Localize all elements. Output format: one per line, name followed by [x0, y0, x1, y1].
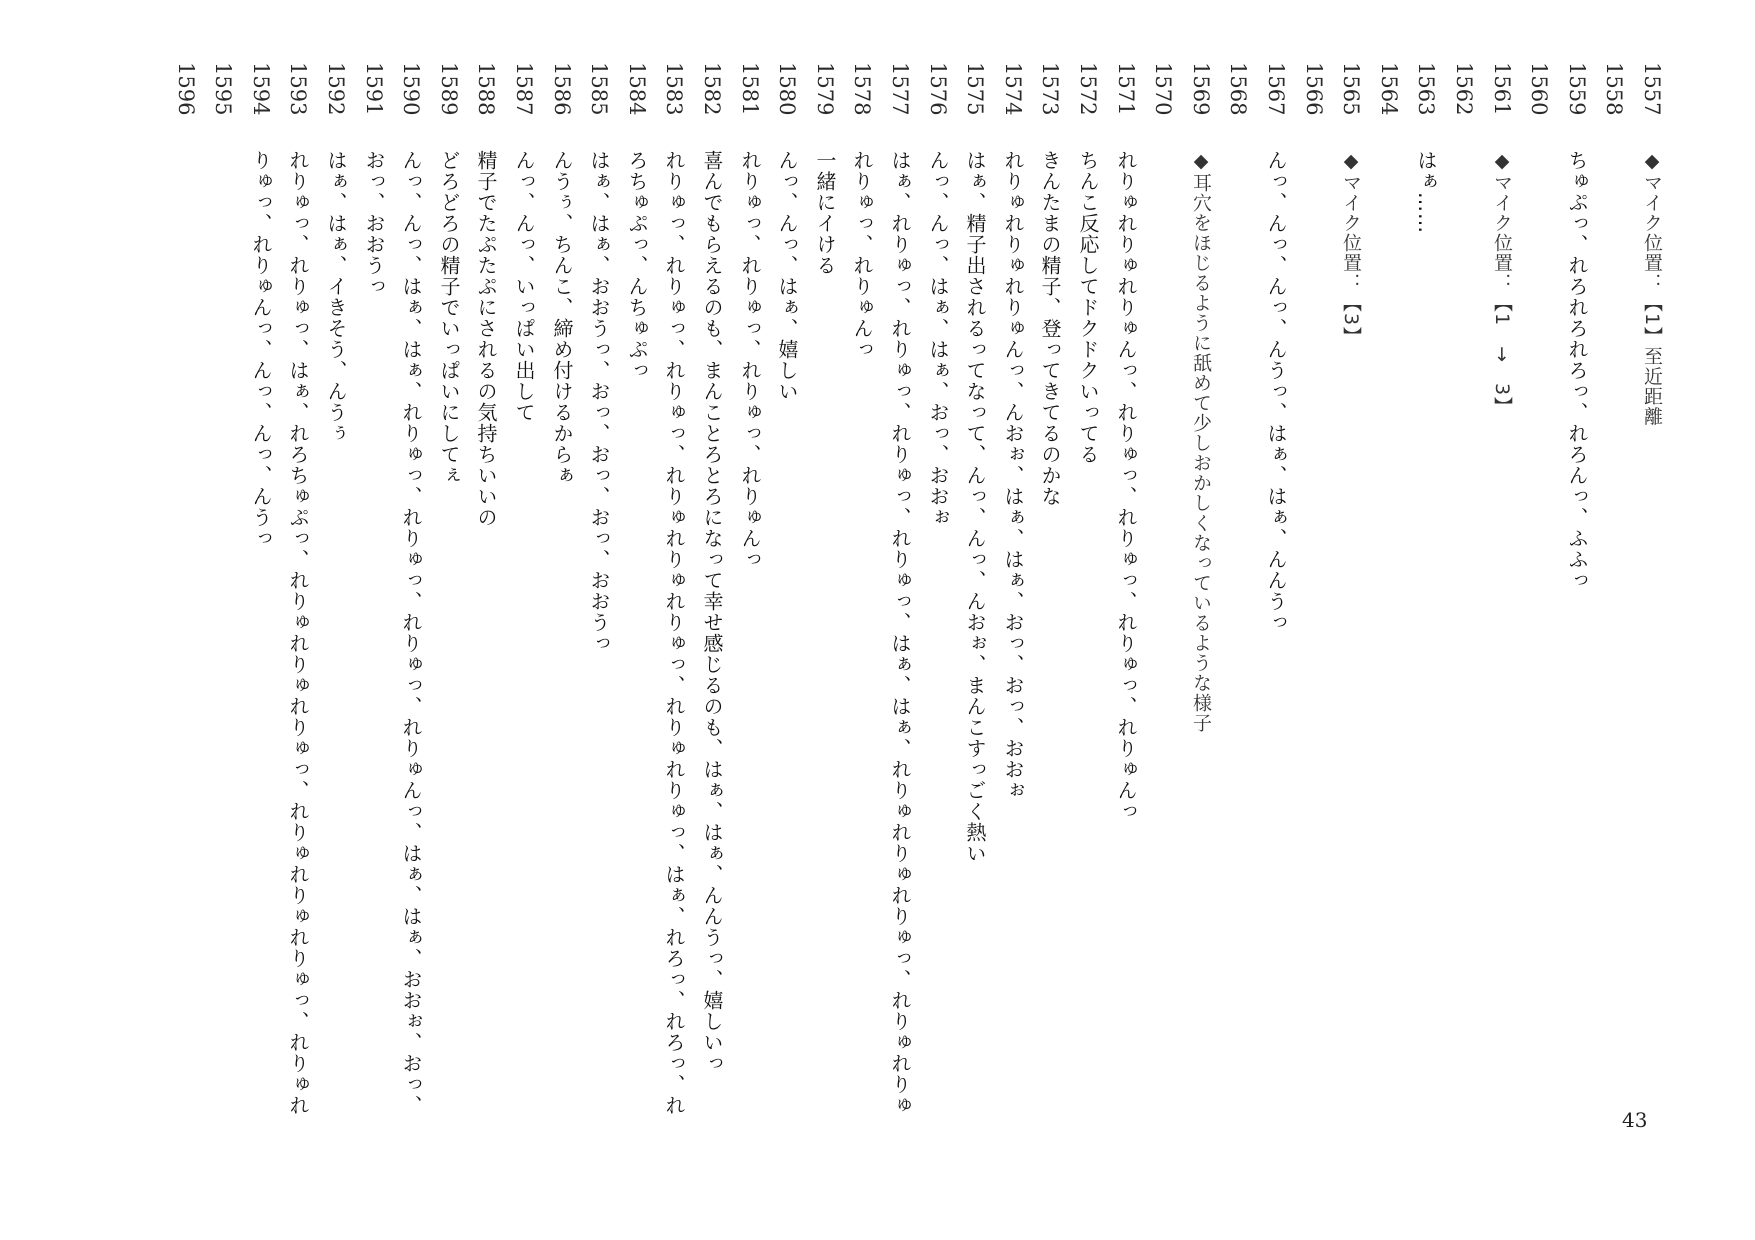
- script-line: [1559, 62, 1595, 1192]
- line-number: 1561: [1490, 62, 1514, 116]
- script-line: [1070, 62, 1106, 1192]
- line-number: 1564: [1377, 62, 1401, 116]
- script-line: [1634, 62, 1670, 1192]
- line-number: 1584: [625, 62, 649, 116]
- line-text: [205, 150, 241, 1190]
- line-text: ろちゅぷっ、んちゅぷっ: [625, 150, 649, 381]
- line-text: れりゅれりゅれりゅんっ、んおぉ、はぁ、はぁ、おっ、おっ、おおぉ: [1001, 150, 1025, 801]
- line-text: れりゅっ、れりゅっ、れりゅっ、れりゅれりゅれりゅっ、れりゅれりゅっ、はぁ、れろっ、れろっ、れ: [662, 150, 686, 1116]
- line-number: 1571: [1114, 62, 1138, 116]
- line-number: 1559: [1565, 62, 1589, 116]
- script-line: [1446, 62, 1482, 1192]
- line-text: 喜んでもらえるのも、まんことろとろになって幸せ感じるのも、はぁ、はぁ、んんうっ、嬉しいっ: [700, 150, 724, 1074]
- line-number: 1581: [738, 62, 762, 116]
- line-text: 一緒にイける: [813, 150, 837, 276]
- line-text: れりゅっ、れりゅっ、れりゅっ、れりゅんっ: [738, 150, 762, 570]
- script-line: [1484, 62, 1520, 1192]
- line-text: おっ、おおうっ: [362, 150, 386, 297]
- script-line: [581, 62, 617, 1192]
- line-text: はぁ、精子出されるってなって、んっ、んっ、んおぉ、まんこすっごく熱い: [963, 150, 987, 864]
- script-line: [318, 62, 354, 1192]
- line-number: 1590: [399, 62, 423, 116]
- mic-position-note: ◆耳穴をほじるように舐めて少しおかしくなっているような様子: [1190, 150, 1212, 733]
- line-number: 1588: [474, 62, 498, 116]
- line-text: 精子でたぷたぷにされるの気持ちいいの: [474, 150, 498, 528]
- script-line: [656, 62, 692, 1192]
- line-text: [1296, 150, 1332, 1190]
- line-text: きんたまの精子、登ってきてるのかな: [1038, 150, 1062, 507]
- script-line: [1032, 62, 1068, 1192]
- line-number: 1574: [1001, 62, 1025, 116]
- script-line: [1220, 62, 1256, 1192]
- line-text: どろどろの精子でいっぱいにしてぇ: [437, 150, 461, 486]
- script-line: [431, 62, 467, 1192]
- line-number: 1595: [211, 62, 235, 116]
- line-text: [1596, 150, 1632, 1190]
- script-line: [356, 62, 392, 1192]
- script-line: [1296, 62, 1332, 1192]
- line-number: 1563: [1414, 62, 1438, 116]
- page-number: 43: [1622, 1108, 1648, 1132]
- line-text: [1521, 150, 1557, 1190]
- line-text: はぁ……: [1414, 150, 1438, 234]
- script-line: [769, 62, 805, 1192]
- script-line: [882, 62, 918, 1192]
- line-number: 1560: [1527, 62, 1551, 116]
- line-number: 1572: [1076, 62, 1100, 116]
- line-text: [168, 150, 204, 1190]
- line-text: [1145, 150, 1181, 1190]
- line-number: 1579: [813, 62, 837, 116]
- script-line: [957, 62, 993, 1192]
- line-number: 1566: [1302, 62, 1326, 116]
- line-number: 1593: [286, 62, 310, 116]
- script-line: [205, 62, 241, 1192]
- script-line: [995, 62, 1031, 1192]
- line-number: 1569: [1189, 62, 1213, 116]
- line-number: 1594: [249, 62, 273, 116]
- line-text: れりゅっ、れりゅっ、はぁ、れろちゅぷっ、れりゅれりゅれりゅっ、れりゅれりゅれりゅっ、れりゅれ: [286, 150, 310, 1116]
- script-line: [544, 62, 580, 1192]
- line-number: 1592: [324, 62, 348, 116]
- line-text: はぁ、はぁ、イきそう、んうぅ: [324, 150, 348, 444]
- script-line: [1371, 62, 1407, 1192]
- line-number: 1557: [1640, 62, 1664, 116]
- line-text: ちゅぷっ、れろれろれろっ、れろんっ、ふふっ: [1565, 150, 1589, 591]
- script-line: [243, 62, 279, 1192]
- line-text: んうぅ、ちんこ、締め付けるからぁ: [550, 150, 574, 486]
- mic-position-note: ◆マイク位置：【1 → 3】: [1491, 150, 1513, 417]
- script-line: [1145, 62, 1181, 1192]
- line-text: ちんこ反応してドクドクいってる: [1076, 150, 1100, 465]
- line-text: んっ、んっ、はぁ、はぁ、れりゅっ、れりゅっ、れりゅっ、れりゅんっ、はぁ、はぁ、おおぉ、おっ、: [399, 150, 423, 1116]
- script-line: [1596, 62, 1632, 1192]
- line-number: 1562: [1452, 62, 1476, 116]
- line-number: 1586: [550, 62, 574, 116]
- script-line: [844, 62, 880, 1192]
- line-number: 1568: [1226, 62, 1250, 116]
- script-line: [807, 62, 843, 1192]
- line-number: 1589: [437, 62, 461, 116]
- script-line: [280, 62, 316, 1192]
- line-number: 1591: [362, 62, 386, 116]
- line-text: [1446, 150, 1482, 1190]
- line-text: [1220, 150, 1256, 1190]
- script-line: [1333, 62, 1369, 1192]
- line-text: んっ、んっ、んっ、んうっ、はぁ、はぁ、んんうっ: [1264, 150, 1288, 633]
- line-number: 1570: [1151, 62, 1175, 116]
- line-text: はぁ、はぁ、おおうっ、おっ、おっ、おっ、おおうっ: [587, 150, 611, 654]
- line-number: 1565: [1339, 62, 1363, 116]
- line-number: 1596: [174, 62, 198, 116]
- line-number: 1582: [700, 62, 724, 116]
- line-text: [1371, 150, 1407, 1190]
- line-text: んっ、んっ、はぁ、はぁ、おっ、おおぉ: [926, 150, 950, 528]
- line-number: 1567: [1264, 62, 1288, 116]
- mic-position-note: ◆マイク位置：【1】至近距離: [1641, 150, 1663, 427]
- line-number: 1587: [512, 62, 536, 116]
- script-line: [1183, 62, 1219, 1192]
- script-line: [1521, 62, 1557, 1192]
- script-line: [506, 62, 542, 1192]
- line-number: 1575: [963, 62, 987, 116]
- line-number: 1558: [1602, 62, 1626, 116]
- script-line: [1108, 62, 1144, 1192]
- line-text: んっ、んっ、はぁ、嬉しい: [775, 150, 799, 402]
- script-line: [694, 62, 730, 1192]
- line-number: 1583: [662, 62, 686, 116]
- line-number: 1580: [775, 62, 799, 116]
- line-text: りゅっ、れりゅんっ、んっ、んっ、んうっ: [249, 150, 273, 549]
- line-number: 1576: [926, 62, 950, 116]
- line-number: 1585: [587, 62, 611, 116]
- line-text: はぁ、れりゅっ、れりゅっ、れりゅっ、れりゅっ、はぁ、はぁ、れりゅれりゅれりゅっ、れりゅれりゅ: [888, 150, 912, 1116]
- line-number: 1577: [888, 62, 912, 116]
- line-number: 1578: [850, 62, 874, 116]
- mic-position-note: ◆マイク位置：【3】: [1340, 150, 1362, 347]
- line-text: れりゅっ、れりゅんっ: [850, 150, 874, 360]
- line-text: んっ、んっ、いっぱい出して: [512, 150, 536, 423]
- script-line: [920, 62, 956, 1192]
- script-line: [1408, 62, 1444, 1192]
- line-number: 1573: [1038, 62, 1062, 116]
- script-line: [468, 62, 504, 1192]
- script-line: [393, 62, 429, 1192]
- script-line: [732, 62, 768, 1192]
- script-line: [168, 62, 204, 1192]
- script-line: [619, 62, 655, 1192]
- line-text: れりゅれりゅれりゅんっ、れりゅっ、れりゅっ、れりゅっ、れりゅんっ: [1114, 150, 1138, 822]
- script-line: [1258, 62, 1294, 1192]
